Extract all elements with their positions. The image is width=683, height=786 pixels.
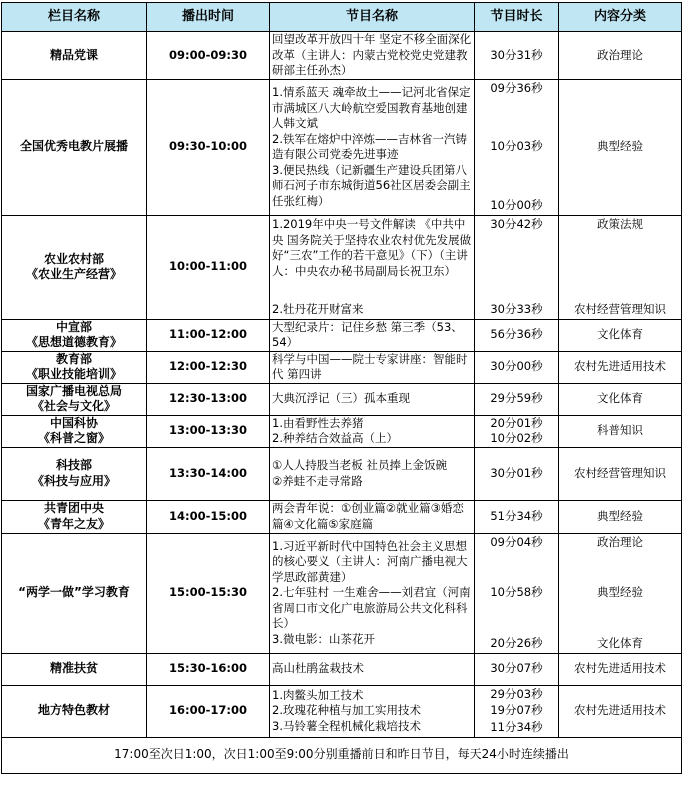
column-name: 精准扶贫 — [49, 661, 98, 676]
category: 文化体育 — [597, 635, 643, 650]
column-name-cell — [2, 215, 147, 319]
program-list — [272, 32, 472, 79]
category-cell — [559, 383, 682, 415]
air-time-cell — [147, 415, 270, 447]
duration-list — [477, 466, 556, 482]
air-time-cell — [147, 653, 270, 685]
column-name: 国家广播电视总局 — [25, 383, 122, 398]
category-list — [561, 661, 679, 677]
program-list — [272, 320, 472, 351]
program-name: ①人人持股当老板 社员捧上金饭碗 — [272, 458, 447, 472]
program-name: ②养蛙不走寻常路 — [272, 473, 363, 488]
column-name: 中宣部 — [55, 319, 92, 334]
category-list — [561, 48, 679, 64]
category-cell — [559, 319, 682, 351]
category-cell — [559, 500, 682, 533]
duration: 56分36秒 — [490, 327, 543, 342]
duration: 10分58秒 — [490, 585, 543, 600]
column-name: 《科技与应用》 — [31, 473, 116, 488]
category-list — [561, 139, 679, 155]
duration: 20分26秒 — [490, 635, 543, 650]
air-time: 14:00-15:00 — [169, 508, 247, 523]
program-name: 3.微电影：山茶花开 — [272, 631, 375, 646]
program-name: 两会青年说：①创业篇②就业篇③婚恋篇④文化篇⑤家庭篇 — [272, 501, 464, 531]
column-name: 全国优秀电教片展播 — [19, 139, 128, 154]
column-name: “两学一做”学习教育 — [18, 585, 130, 600]
air-time-cell — [147, 319, 270, 351]
column-name-cell — [2, 351, 147, 383]
program-name: 1.肉鳖头加工技术 — [272, 687, 364, 702]
table-row — [2, 79, 682, 215]
header-column-name: 栏目名称 — [2, 3, 147, 32]
program-list — [272, 391, 472, 407]
rebroadcast-note: 17:00至次日1:00，次日1:00至9:00分别重播前日和昨日节目，每天24小时连续播出 — [2, 737, 682, 773]
table-row — [2, 533, 682, 653]
air-time-cell — [147, 351, 270, 383]
category-list — [561, 466, 679, 482]
program-cell — [270, 500, 475, 533]
column-name: 共青团中央 — [43, 501, 104, 515]
column-name-cell — [2, 500, 147, 533]
air-time-cell — [147, 215, 270, 319]
category-list — [561, 423, 679, 439]
air-time: 12:00-12:30 — [169, 359, 247, 374]
header-category: 内容分类 — [559, 3, 682, 32]
table-row — [2, 32, 682, 80]
category: 文化体育 — [597, 391, 643, 406]
program-list — [272, 352, 472, 383]
air-time: 09:00-09:30 — [169, 47, 247, 62]
program-name: 3.马铃薯全程机械化栽培技术 — [272, 718, 421, 733]
category-cell — [559, 32, 682, 80]
program-cell — [270, 215, 475, 319]
program-cell — [270, 383, 475, 415]
category: 农村先进适用技术 — [574, 359, 666, 374]
duration-list — [477, 416, 556, 447]
column-name: 《青年之友》 — [37, 516, 110, 531]
duration: 09分36秒 — [490, 81, 543, 95]
air-time-cell — [147, 32, 270, 80]
column-name-cell — [2, 533, 147, 653]
column-name-cell — [2, 79, 147, 215]
table-row — [2, 383, 682, 415]
category-cell — [559, 215, 682, 319]
column-name-cell — [2, 447, 147, 500]
category-cell — [559, 351, 682, 383]
duration-cell — [475, 500, 559, 533]
program-name: 1.习近平新时代中国特色社会主义思想的核心要义（主讲人：河南广播电视大学思政部黄建） — [272, 538, 468, 584]
program-cell — [270, 533, 475, 653]
table-row — [2, 351, 682, 383]
category-list — [561, 217, 679, 317]
category-cell — [559, 653, 682, 685]
duration-cell — [475, 685, 559, 737]
header-program-name: 节目名称 — [270, 3, 475, 32]
table-row — [2, 215, 682, 319]
column-name-cell — [2, 319, 147, 351]
duration-list — [477, 359, 556, 375]
column-name-cell — [2, 415, 147, 447]
duration-cell — [475, 351, 559, 383]
air-time: 10:00-11:00 — [169, 259, 247, 274]
column-name: 精品党课 — [49, 47, 98, 62]
category-cell — [559, 79, 682, 215]
table-row — [2, 653, 682, 685]
category-cell — [559, 685, 682, 737]
program-name: 1.由看野性去养猪 — [272, 415, 364, 430]
category: 科普知识 — [597, 423, 643, 438]
duration-cell — [475, 447, 559, 500]
duration-list — [477, 509, 556, 525]
air-time: 13:00-13:30 — [169, 423, 247, 438]
category-list — [561, 327, 679, 343]
duration: 29分03秒 — [490, 687, 543, 701]
duration-cell — [475, 79, 559, 215]
duration: 19分07秒 — [490, 703, 543, 718]
schedule-table — [1, 2, 682, 774]
air-time: 11:00-12:00 — [169, 327, 247, 342]
air-time: 12:30-13:00 — [169, 391, 247, 406]
duration-list — [477, 391, 556, 407]
duration: 20分01秒 — [490, 415, 543, 430]
category: 政治理论 — [597, 47, 643, 62]
program-cell — [270, 653, 475, 685]
program-list — [272, 688, 472, 735]
category: 政策法规 — [597, 217, 643, 231]
category: 政治理论 — [597, 535, 643, 549]
program-cell — [270, 415, 475, 447]
duration: 09分04秒 — [490, 535, 543, 549]
duration: 30分31秒 — [490, 47, 543, 62]
air-time: 09:30-10:00 — [169, 139, 247, 154]
program-list — [272, 217, 472, 317]
column-name: 《职业技能培训》 — [25, 367, 122, 381]
category-list — [561, 535, 679, 651]
category-cell — [559, 447, 682, 500]
duration: 30分00秒 — [490, 359, 543, 374]
column-name: 教育部 — [55, 351, 92, 366]
program-cell — [270, 319, 475, 351]
category: 农村经营管理知识 — [574, 465, 666, 480]
duration-list — [477, 687, 556, 735]
duration: 51分34秒 — [490, 508, 543, 523]
duration-cell — [475, 319, 559, 351]
duration: 30分01秒 — [490, 465, 543, 480]
header-air-time: 播出时间 — [147, 3, 270, 32]
air-time-cell — [147, 500, 270, 533]
program-name: 科学与中国——院士专家讲座：智能时代 第四讲 — [272, 351, 468, 381]
duration: 11分34秒 — [490, 719, 543, 734]
program-name: 1.2019年中央一号文件解读 《中共中央 国务院关于坚持农业农村优先发展做好“三农”工作的若干意见》（下）（主讲人：中央农办秘书局副局长祝卫东） — [272, 217, 472, 278]
air-time-cell — [147, 533, 270, 653]
column-name: 《思想道德教育》 — [25, 335, 122, 349]
duration-cell — [475, 653, 559, 685]
program-cell — [270, 447, 475, 500]
table-row — [2, 685, 682, 737]
program-list — [272, 539, 472, 648]
duration-cell — [475, 415, 559, 447]
table-row — [2, 415, 682, 447]
category-list — [561, 509, 679, 525]
program-name: 回望改革开放四十年 坚定不移全面深化改革（主讲人：内蒙古党校党史党建教研部主任孙杰） — [272, 32, 472, 77]
program-list — [272, 85, 472, 209]
table-row — [2, 500, 682, 533]
duration-cell — [475, 215, 559, 319]
duration-list — [477, 327, 556, 343]
program-cell — [270, 79, 475, 215]
program-list — [272, 416, 472, 447]
column-name: 《社会与文化》 — [31, 399, 116, 413]
air-time-cell — [147, 685, 270, 737]
program-name: 1.情系蓝天 魂牵故土——记河北省保定市满城区八大岭航空爱国教育基地创建人韩文斌 — [272, 85, 471, 130]
column-name-cell — [2, 383, 147, 415]
duration-list — [477, 81, 556, 213]
duration-list — [477, 48, 556, 64]
category: 农村先进适用技术 — [574, 703, 666, 718]
program-name: 2.七年驻村 一生难舍——刘君宜（河南省周口市文化广电旅游局公共文化科科长） — [272, 585, 471, 631]
program-name: 大型纪录片：记住乡愁 第三季（53、54） — [272, 319, 463, 349]
category-cell — [559, 533, 682, 653]
category-list — [561, 391, 679, 407]
column-name: 《农业生产经营》 — [25, 267, 122, 281]
program-name: 高山杜鹃盆栽技术 — [272, 661, 364, 676]
air-time-cell — [147, 383, 270, 415]
duration: 29分59秒 — [490, 391, 543, 406]
air-time: 15:00-15:30 — [169, 585, 247, 600]
table-row — [2, 319, 682, 351]
column-name: 科技部 — [55, 458, 92, 472]
column-name: 农业农村部 — [43, 251, 104, 266]
category-cell — [559, 415, 682, 447]
duration-list — [477, 661, 556, 677]
header-duration: 节目时长 — [475, 3, 559, 32]
duration-cell — [475, 32, 559, 80]
program-cell — [270, 32, 475, 80]
program-list — [272, 661, 472, 677]
air-time: 13:30-14:00 — [169, 465, 247, 480]
program-name: 3.便民热线（记新疆生产建设兵团第八师石河子市东城街道56社区居委会副主任张红梅） — [272, 162, 471, 208]
duration-cell — [475, 533, 559, 653]
duration: 10分02秒 — [490, 431, 543, 445]
duration: 30分33秒 — [490, 301, 543, 316]
duration: 10分03秒 — [490, 139, 543, 154]
duration: 30分42秒 — [490, 217, 543, 231]
program-name: 大典沉浮记（三）孤本重现 — [272, 391, 410, 406]
duration: 10分00秒 — [490, 197, 543, 212]
category: 典型经验 — [597, 139, 643, 154]
air-time-cell — [147, 447, 270, 500]
program-name: 2.牡丹花开财富来 — [272, 301, 364, 316]
category: 农村先进适用技术 — [574, 661, 666, 676]
air-time: 16:00-17:00 — [169, 703, 247, 718]
column-name: 《科普之窗》 — [37, 431, 110, 445]
category: 典型经验 — [597, 585, 643, 600]
column-name-cell — [2, 685, 147, 737]
duration: 30分07秒 — [490, 661, 543, 676]
column-name: 地方特色教材 — [37, 703, 110, 718]
category: 典型经验 — [597, 508, 643, 523]
column-name-cell — [2, 653, 147, 685]
category: 农村经营管理知识 — [574, 301, 666, 316]
program-cell — [270, 351, 475, 383]
table-row — [2, 447, 682, 500]
footer-row — [2, 737, 682, 773]
header-row — [2, 3, 682, 32]
category: 文化体育 — [597, 327, 643, 342]
air-time: 15:30-16:00 — [169, 661, 247, 676]
program-list — [272, 458, 472, 489]
duration-list — [477, 217, 556, 317]
program-name: 2.铁军在熔炉中淬炼——吉林省一汽铸造有限公司党委先进事迹 — [272, 131, 467, 161]
program-list — [272, 501, 472, 532]
program-name: 2.种养结合效益高（上） — [272, 431, 398, 445]
category-list — [561, 359, 679, 375]
air-time-cell — [147, 79, 270, 215]
category-list — [561, 703, 679, 719]
column-name: 中国科协 — [49, 415, 98, 430]
program-cell — [270, 685, 475, 737]
column-name-cell — [2, 32, 147, 80]
program-name: 2.玫瑰花种植与加工实用技术 — [272, 703, 421, 718]
duration-cell — [475, 383, 559, 415]
duration-list — [477, 535, 556, 651]
